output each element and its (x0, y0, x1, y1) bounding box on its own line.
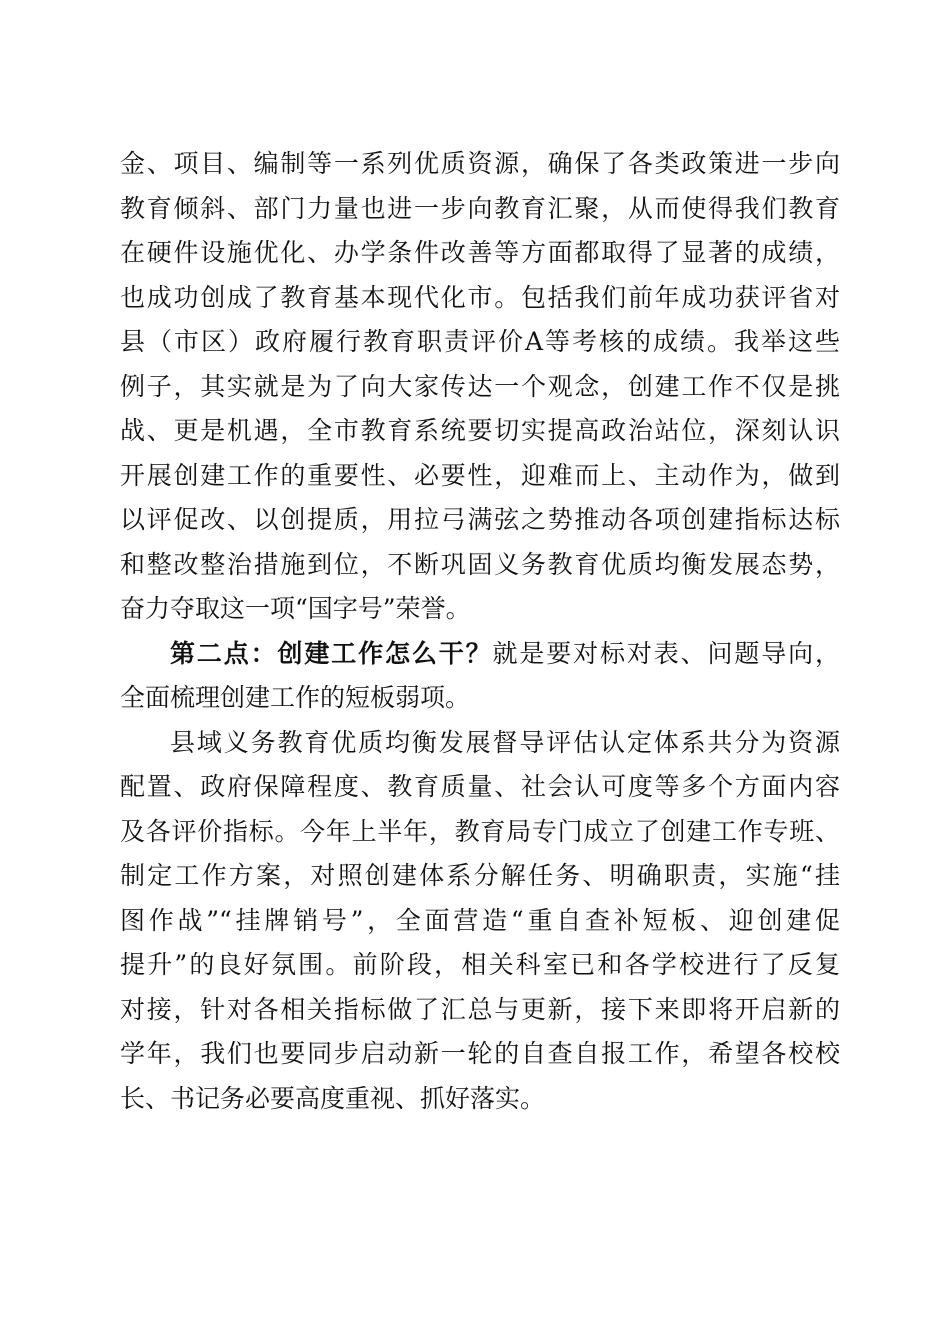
text-line: 开展创建工作的重要性、必要性，迎难而上、主动作为，做到 (120, 460, 840, 490)
text-line (120, 632, 840, 677)
text-line: 图作战”“挂牌销号”，全面营造“重自查补短板、迎创建促 (120, 905, 840, 935)
text-line: 战、更是机遇，全市教育系统要切实提高政治站位，深刻认识 (120, 416, 840, 445)
text-line: 学年，我们也要同步启动新一轮的自查自报工作，希望各校校 (120, 1039, 840, 1068)
paragraph-1 (120, 142, 840, 632)
text-line: 配置、政府保障程度、教育质量、社会认可度等多个方面内容 (120, 772, 840, 801)
text-line: 县（市区）政府履行教育职责评价A等考核的成绩。我举这些 (120, 327, 840, 356)
text-line: 提升”的良好氛围。前阶段，相关科室已和各学校进行了反复 (120, 950, 840, 979)
heading-continuation: 就是要对标对表、问题导向， (492, 638, 840, 668)
text-line: 教育倾斜、部门力量也进一步向教育汇聚，从而使得我们教育 (120, 193, 840, 223)
text-line: 在硬件设施优化、办学条件改善等方面都取得了显著的成绩， (120, 238, 840, 267)
text-line: 金、项目、编制等一系列优质资源，确保了各类政策进一步向 (120, 149, 840, 178)
paragraph-3 (120, 721, 840, 1122)
text-line: 例子，其实就是为了向大家传达一个观念，创建工作不仅是挑 (120, 371, 840, 401)
section-heading: 第二点：创建工作怎么干？ (170, 638, 493, 668)
paragraph-2 (120, 632, 840, 721)
text-line: 也成功创成了教育基本现代化市。包括我们前年成功获评省对 (120, 282, 840, 312)
body-text (120, 142, 840, 1121)
text-line: 和整改整治措施到位，不断巩固义务教育优质均衡发展态势， (120, 549, 840, 579)
text-line: 全面梳理创建工作的短板弱项。 (120, 683, 471, 712)
text-line: 制定工作方案，对照创建体系分解任务、明确职责，实施“挂 (120, 861, 840, 890)
text-line: 以评促改、以创提质，用拉弓满弦之势推动各项创建指标达标 (120, 505, 840, 534)
text-line: 长、书记务必要高度重视、抓好落实。 (120, 1083, 546, 1113)
text-line: 奋力夺取这一项“国字号”荣誉。 (120, 594, 471, 623)
text-line: 县域义务教育优质均衡发展督导评估认定体系共分为资源 (170, 727, 840, 757)
text-line: 对接，针对各相关指标做了汇总与更新，接下来即将开启新的 (120, 994, 840, 1024)
text-line: 及各评价指标。今年上半年，教育局专门成立了创建工作专班、 (120, 816, 840, 846)
